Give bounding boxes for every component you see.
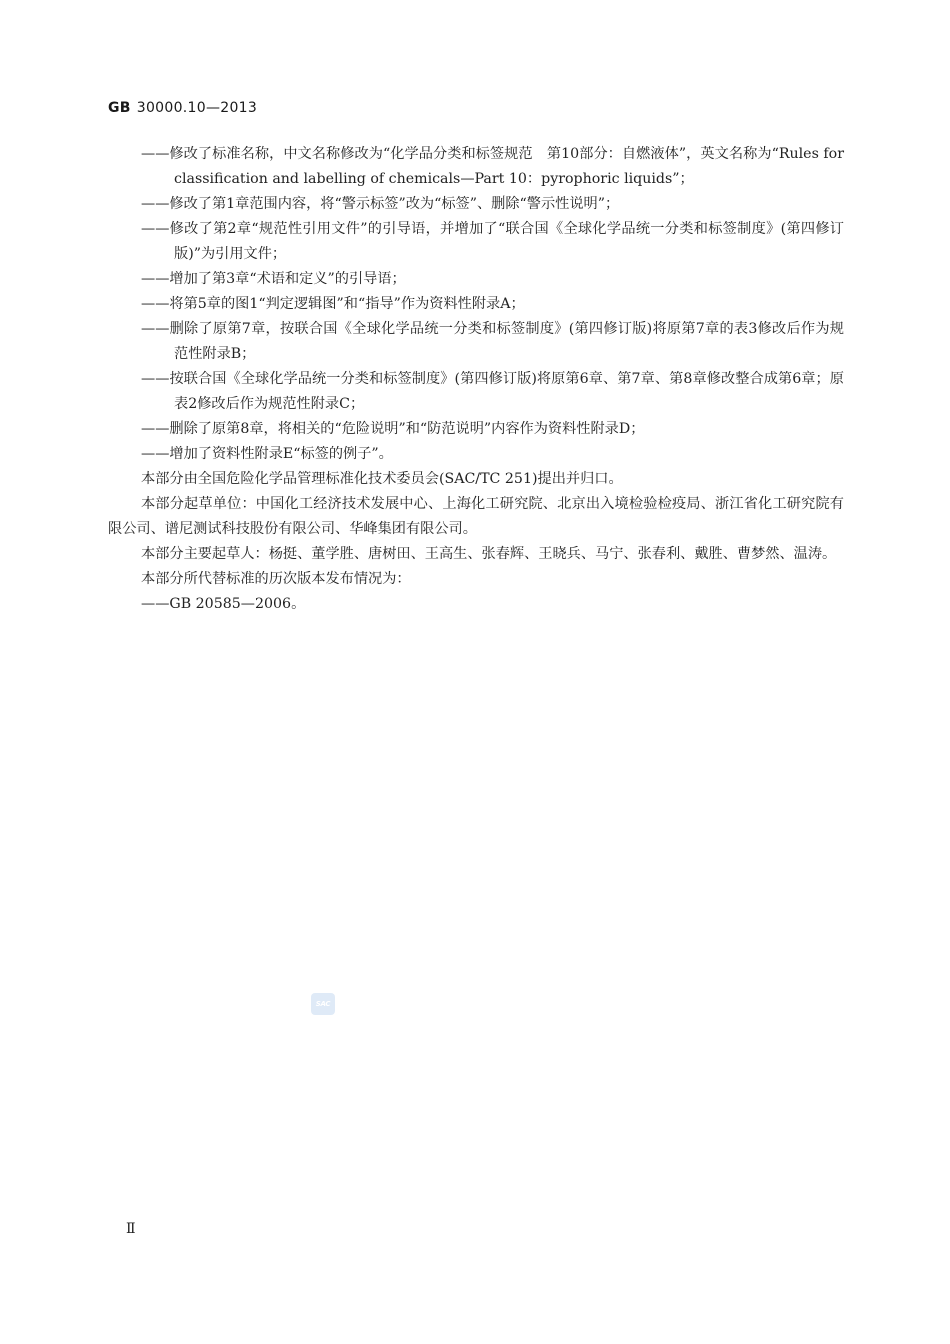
proposer-paragraph: 本部分由全国危险化学品管理标准化技术委员会(SAC/TC 251)提出并归口。 bbox=[141, 471, 623, 487]
change-item: ——增加了第3章“术语和定义”的引导语； bbox=[141, 271, 406, 287]
change-item: ——将第5章的图1“判定逻辑图”和“指导”作为资料性附录A； bbox=[141, 296, 525, 312]
sac-watermark-logo: SAC bbox=[311, 993, 335, 1015]
drafting-units-paragraph: 本部分起草单位：中国化工经济技术发展中心、上海化工研究院、北京出入境检验检疫局、浙江省化工研究院有限公司、谱尼测试科技股份有限公司、华峰集团有限公司。 bbox=[108, 496, 844, 537]
history-intro-paragraph: 本部分所代替标准的历次版本发布情况为： bbox=[141, 571, 411, 587]
document-header bbox=[108, 100, 257, 116]
change-item: ——按联合国《全球化学品统一分类和标签制度》(第四修订版)将原第6章、第7章、第8章修改整合成第6章；原表2修改后作为规范性附录C； bbox=[141, 371, 844, 412]
change-item: ——修改了第1章范围内容，将“警示标签”改为“标签”、删除“警示性说明”； bbox=[141, 196, 620, 212]
history-item: ——GB 20585—2006。 bbox=[141, 596, 306, 612]
standard-prefix: GB bbox=[108, 100, 131, 116]
document-body bbox=[108, 142, 844, 617]
page-number: Ⅱ bbox=[126, 1221, 136, 1237]
change-item: ——增加了资料性附录E“标签的例子”。 bbox=[141, 446, 393, 462]
standard-number: 30000.10—2013 bbox=[136, 100, 258, 116]
change-item: ——修改了第2章“规范性引用文件”的引导语，并增加了“联合国《全球化学品统一分类和标签制度》(第四修订版)”为引用文件； bbox=[141, 221, 844, 262]
change-item: ——删除了原第8章，将相关的“危险说明”和“防范说明”内容作为资料性附录D； bbox=[141, 421, 645, 437]
drafters-paragraph: 本部分主要起草人：杨挺、董学胜、唐树田、王高生、张春辉、王晓兵、马宁、张春利、戴胜、曹梦然、温涛。 bbox=[141, 546, 837, 562]
change-item: ——修改了标准名称，中文名称修改为“化学品分类和标签规范 第10部分：自燃液体”，英文名称为“Rules for classification and labelling of chemicals—Part 10：pyrophoric liquids”； bbox=[141, 146, 844, 187]
change-item: ——删除了原第7章，按联合国《全球化学品统一分类和标签制度》(第四修订版)将原第7章的表3修改后作为规范性附录B； bbox=[141, 321, 844, 362]
